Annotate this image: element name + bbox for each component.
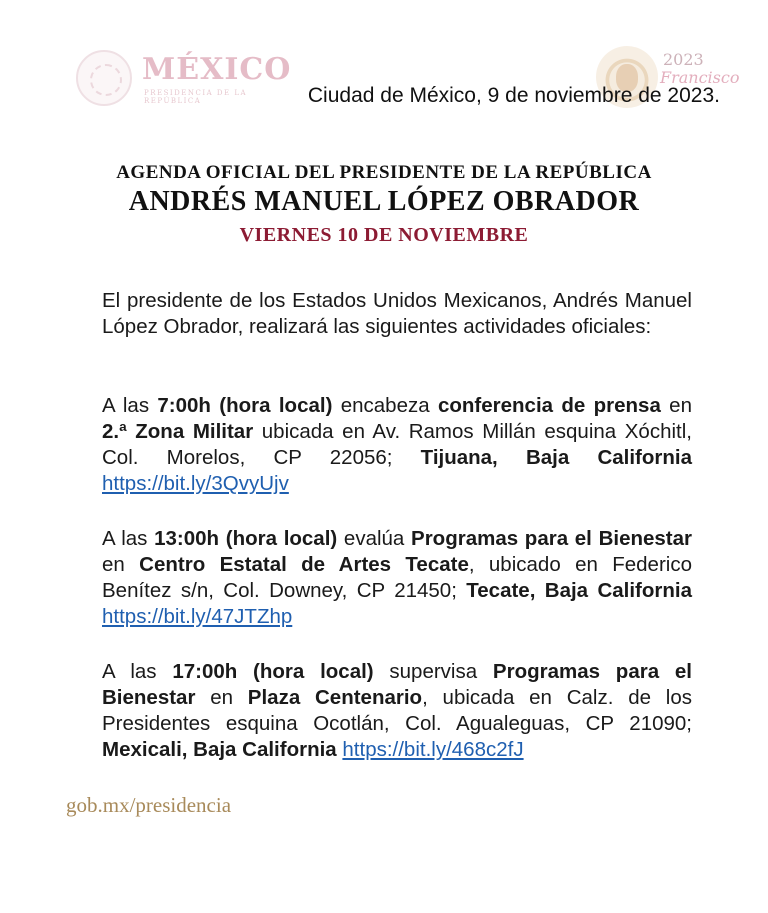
date-line: Ciudad de México, 9 de noviembre de 2023.	[307, 84, 720, 107]
activity-address: , ubicado en Federico Benítez s/n, Col. Downey, CP 21450;	[102, 553, 692, 602]
activity-paragraph	[102, 526, 692, 630]
text: supervisa	[373, 660, 493, 683]
text: A las	[102, 394, 158, 417]
mexico-presidency-logo	[76, 46, 306, 108]
agenda-heading	[0, 160, 768, 252]
activity-city: Tecate, Baja California	[466, 579, 692, 602]
activity-place: Plaza Centenario	[247, 686, 423, 709]
activity-paragraph	[102, 393, 692, 497]
activity-city: Tijuana, Baja California	[420, 446, 692, 469]
activity-time: 13:00h (hora local)	[154, 527, 338, 550]
intro-paragraph: El presidente de los Estados Unidos Mexicanos, Andrés Manuel López Obrador, realizará las siguientes actividades oficiales:	[102, 289, 692, 338]
text: A las	[102, 660, 173, 683]
text: A las	[102, 527, 155, 550]
text: en	[102, 553, 140, 576]
activity-action: Programas para el Bienestar	[411, 527, 692, 550]
footer-url[interactable]: gob.mx/presidencia	[66, 793, 232, 817]
agenda-date: VIERNES 10 DE NOVIEMBRE	[239, 224, 529, 246]
text: evalúa	[337, 527, 412, 550]
coat-of-arms-icon	[76, 50, 132, 106]
activity-time: 7:00h (hora local)	[157, 394, 333, 417]
activity-address: , ubicada en Calz. de los Presidentes esquina Ocotlán, Col. Agualeguas, CP 21090;	[102, 686, 692, 735]
activity-action: conferencia de prensa	[437, 394, 661, 417]
activity-link[interactable]: https://bit.ly/47JTZhp	[102, 605, 293, 628]
activity-place: Centro Estatal de Artes Tecate	[139, 553, 469, 576]
president-name: ANDRÉS MANUEL LÓPEZ OBRADOR	[128, 186, 640, 217]
badge-name: Francisco	[660, 68, 740, 87]
text: en	[660, 394, 692, 417]
badge-year: 2023	[663, 50, 704, 69]
activity-link[interactable]: https://bit.ly/468c2fJ	[342, 738, 524, 761]
agenda-title: AGENDA OFICIAL DEL PRESIDENTE DE LA REPÚBLICA	[116, 162, 652, 183]
text: encabeza	[332, 394, 438, 417]
activity-place: 2.ª Zona Militar	[102, 420, 254, 443]
logo-text: MÉXICO	[142, 52, 292, 87]
text: en	[195, 686, 248, 709]
activity-link[interactable]: https://bit.ly/3QvyUjv	[102, 472, 289, 495]
activity-paragraph	[102, 659, 692, 763]
logo-subtext: PRESIDENCIA DE LA REPÚBLICA	[144, 89, 248, 105]
activity-city: Mexicali, Baja California	[102, 738, 337, 761]
activity-action: Programas para el Bienestar	[102, 660, 692, 709]
activity-address: ubicada en Av. Ramos Millán esquina Xóchitl, Col. Morelos, CP 22056;	[102, 420, 692, 469]
activity-time: 17:00h (hora local)	[172, 660, 374, 683]
